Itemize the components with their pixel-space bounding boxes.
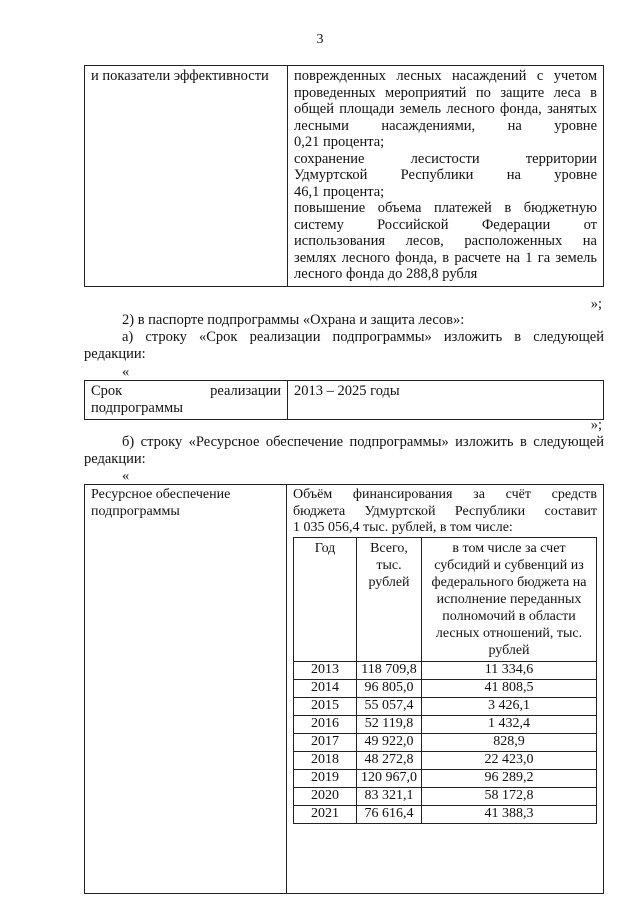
term-table bbox=[84, 380, 604, 420]
paragraph-b: б) строку «Ресурсное обеспечение подпрограммы» изложить в следующей редакции: bbox=[84, 434, 604, 467]
funding-row bbox=[294, 787, 597, 805]
closing-quote-1: »; bbox=[590, 296, 602, 312]
term-label-line2: подпрограммы bbox=[91, 400, 183, 416]
year-cell: 2016 bbox=[294, 715, 357, 733]
indicators-label-cell: и показатели эффективности bbox=[85, 66, 288, 287]
funding-table bbox=[293, 537, 597, 824]
opening-quote-b: « bbox=[122, 468, 130, 484]
paragraph-a: а) строку «Срок реализации подпрограммы» изложить в следующей редакции: bbox=[84, 329, 604, 362]
indicator-line: землях лесного фонда, в расчете на 1 га земель bbox=[294, 249, 597, 266]
subsidy-cell: 41 388,3 bbox=[422, 805, 597, 823]
paragraph-item-2: 2) в паспорте подпрограммы «Охрана и защита лесов»: bbox=[122, 312, 465, 328]
col-total-header: Всего, тыс. рублей bbox=[357, 537, 422, 661]
resources-label-line2: подпрограммы bbox=[91, 503, 180, 519]
indicator-line: поврежденных лесных насаждений с учетом bbox=[294, 68, 597, 84]
subsidy-cell: 828,9 bbox=[422, 733, 597, 751]
indicator-line: сохранение лесистости территории bbox=[294, 150, 597, 167]
resources-label-cell bbox=[85, 485, 287, 894]
year-cell: 2019 bbox=[294, 769, 357, 787]
indicator-line: повышение объема платежей в бюджетную bbox=[294, 200, 597, 216]
year-cell: 2014 bbox=[294, 679, 357, 697]
resources-intro-line3: 1 035 056,4 тыс. рублей, в том числе: bbox=[293, 520, 513, 535]
indicator-line: 0,21 процента; bbox=[294, 134, 385, 150]
total-cell: 96 805,0 bbox=[357, 679, 422, 697]
indicator-line: Удмуртской Республики на уровне bbox=[294, 167, 597, 183]
opening-quote-a: « bbox=[122, 364, 130, 380]
funding-row bbox=[294, 751, 597, 769]
term-label-line1: Срок реализации bbox=[91, 383, 281, 399]
subsidy-cell: 41 808,5 bbox=[422, 679, 597, 697]
closing-quote-2: »; bbox=[590, 417, 602, 433]
term-value-cell: 2013 – 2025 годы bbox=[288, 381, 604, 420]
funding-row bbox=[294, 733, 597, 751]
funding-row bbox=[294, 697, 597, 715]
indicator-line: общей площади земель лесного фонда, занятых bbox=[294, 101, 597, 117]
funding-row bbox=[294, 715, 597, 733]
funding-row bbox=[294, 769, 597, 787]
col-subsidy-header: в том числе за счет субсидий и субвенций из федерального бюджета на исполнение переданных полномочий в области лесных отношений, тыс. рублей bbox=[422, 537, 597, 661]
indicators-table bbox=[84, 65, 604, 287]
resources-table bbox=[84, 484, 604, 894]
total-cell: 76 616,4 bbox=[357, 805, 422, 823]
indicator-line: лесного фонда до 288,8 рубля bbox=[294, 266, 478, 282]
indicator-line: использования лесов, расположенных на bbox=[294, 233, 597, 249]
resources-label-line1: Ресурсное обеспечение bbox=[91, 487, 231, 502]
year-cell: 2015 bbox=[294, 697, 357, 715]
year-cell: 2017 bbox=[294, 733, 357, 751]
subsidy-cell: 3 426,1 bbox=[422, 697, 597, 715]
year-cell: 2018 bbox=[294, 751, 357, 769]
col-year-header: Год bbox=[294, 537, 357, 661]
total-cell: 118 709,8 bbox=[357, 661, 422, 679]
subsidy-cell: 96 289,2 bbox=[422, 769, 597, 787]
indicator-line: проведенных мероприятий по защите леса в bbox=[294, 84, 597, 101]
subsidy-cell: 58 172,8 bbox=[422, 787, 597, 805]
indicator-line: 46,1 процента; bbox=[294, 183, 385, 200]
resources-intro-line2: бюджета Удмуртской Республики составит bbox=[293, 503, 597, 519]
subsidy-cell: 22 423,0 bbox=[422, 751, 597, 769]
total-cell: 55 057,4 bbox=[357, 697, 422, 715]
year-cell: 2013 bbox=[294, 661, 357, 679]
total-cell: 48 272,8 bbox=[357, 751, 422, 769]
term-label-cell bbox=[85, 381, 288, 420]
year-cell: 2020 bbox=[294, 787, 357, 805]
resources-content-cell bbox=[287, 485, 604, 894]
indicator-line: систему Российской Федерации от bbox=[294, 216, 597, 233]
resources-intro-line1: Объём финансирования за счёт средств bbox=[293, 487, 597, 502]
subsidy-cell: 1 432,4 bbox=[422, 715, 597, 733]
funding-row bbox=[294, 805, 597, 823]
funding-row bbox=[294, 679, 597, 697]
total-cell: 49 922,0 bbox=[357, 733, 422, 751]
year-cell: 2021 bbox=[294, 805, 357, 823]
indicator-line: лесными насаждениями, на уровне bbox=[294, 117, 597, 134]
total-cell: 52 119,8 bbox=[357, 715, 422, 733]
page-number: 3 bbox=[316, 32, 324, 47]
total-cell: 83 321,1 bbox=[357, 787, 422, 805]
funding-row bbox=[294, 661, 597, 679]
subsidy-cell: 11 334,6 bbox=[422, 661, 597, 679]
indicators-text-cell bbox=[288, 66, 604, 287]
total-cell: 120 967,0 bbox=[357, 769, 422, 787]
